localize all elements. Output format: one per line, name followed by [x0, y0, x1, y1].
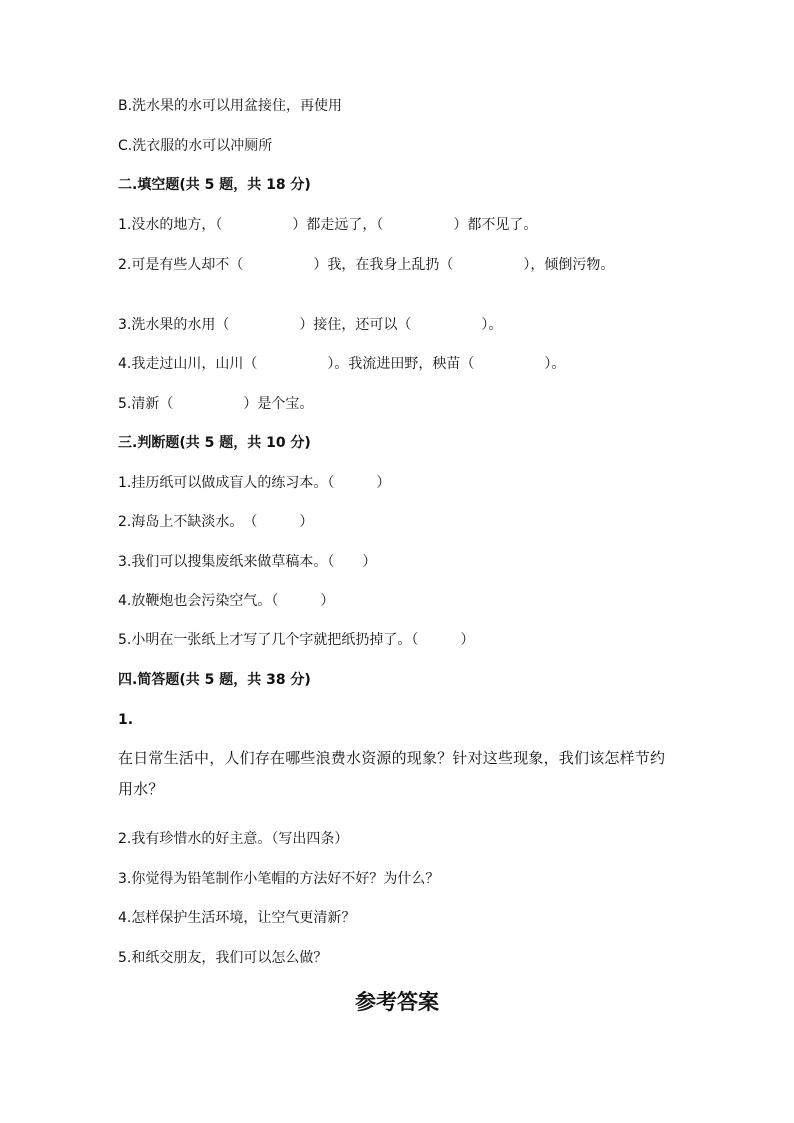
section-short-answer-heading: 四.简答题(共 5 题，共 38 分)	[118, 672, 311, 688]
fill-blank-question-2: 2.可是有些人却不（ ）我，在我身上乱扔（ ），倾倒污物。	[118, 257, 615, 273]
short-answer-question-1-number: 1.	[118, 712, 134, 728]
true-false-question-4: 4.放鞭炮也会污染空气。（ ）	[118, 593, 335, 609]
fill-blank-question-4: 4.我走过山川，山川（ ）。我流进田野，秧苗（ ）。	[118, 356, 566, 372]
true-false-question-5: 5.小明在一张纸上才写了几个字就把纸扔掉了。（ ）	[118, 632, 475, 648]
short-answer-question-3: 3.你觉得为铅笔制作小笔帽的方法好不好？为什么？	[118, 871, 440, 887]
short-answer-question-5: 5.和纸交朋友，我们可以怎么做？	[118, 950, 328, 966]
true-false-question-2: 2.海岛上不缺淡水。 （ ）	[118, 514, 314, 530]
short-answer-question-2: 2.我有珍惜水的好主意。（写出四条）	[118, 831, 349, 847]
true-false-question-1: 1.挂历纸可以做成盲人的练习本。（ ）	[118, 475, 391, 491]
fill-blank-question-1: 1.没水的地方，（ ）都走远了，（ ）都不见了。	[118, 217, 538, 233]
section-fill-blank-heading: 二.填空题(共 5 题，共 18 分)	[118, 177, 311, 193]
answer-key-title: 参考答案	[355, 989, 439, 1014]
option-c: C.洗衣服的水可以冲厕所	[118, 138, 273, 154]
fill-blank-question-5: 5.清新（ ）是个宝。	[118, 396, 314, 412]
short-answer-question-4: 4.怎样保护生活环境，让空气更清新？	[118, 910, 356, 926]
section-true-false-heading: 三.判断题(共 5 题，共 10 分)	[118, 435, 311, 451]
fill-blank-question-3: 3.洗水果的水用（ ）接住，还可以（ ）。	[118, 317, 503, 333]
true-false-question-3: 3.我们可以搜集废纸来做草稿本。（ ）	[118, 554, 377, 570]
short-answer-question-1-text: 在日常生活中，人们存在哪些浪费水资源的现象？针对这些现象，我们该怎样节约用水？	[118, 749, 666, 798]
option-b: B.洗水果的水可以用盆接住，再使用	[118, 98, 343, 114]
